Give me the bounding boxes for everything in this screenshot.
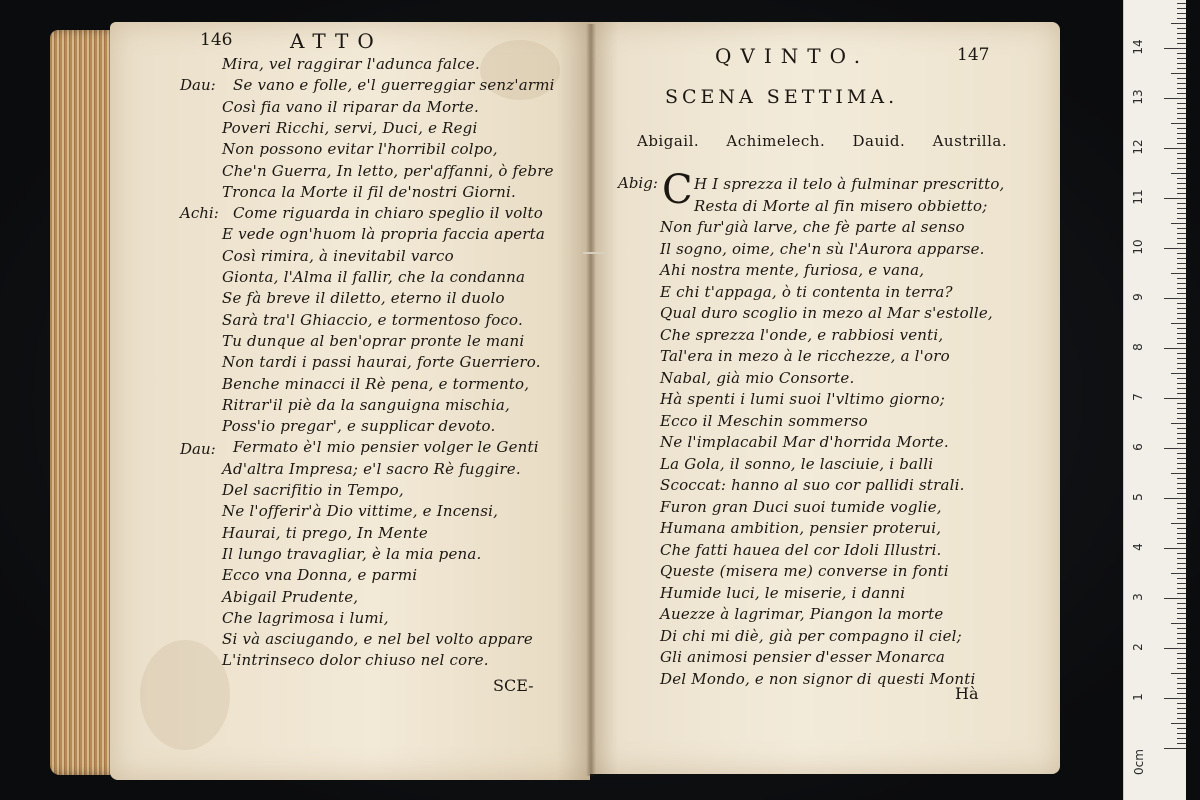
ruler-tick [1177,178,1186,179]
ruler-tick [1177,513,1186,514]
ruler-number: 12 [1131,139,1145,155]
ruler-tick [1177,188,1186,189]
ruler-tick [1177,428,1186,429]
character-list [637,132,1029,150]
ruler-tick [1177,108,1186,109]
ruler-tick [1177,733,1186,734]
verse-line: Haurai, ti prego, In Mente [222,523,428,542]
verse-line: Scoccat: hanno al suo cor pallidi strali. [660,476,965,494]
ruler-tick [1177,658,1186,659]
ruler-tick [1177,13,1186,14]
verse-line: Sarà tra'l Ghiaccio, e tormentoso foco. [222,310,523,329]
ruler-tick [1164,448,1186,449]
ruler-tick [1177,278,1186,279]
ruler-tick [1171,173,1186,174]
ruler-tick [1171,723,1186,724]
verse-line: Che lagrimosa i lumi, [222,608,389,627]
ruler-number: 8 [1131,343,1145,351]
ruler-tick [1164,548,1186,549]
ruler-tick [1177,343,1186,344]
ruler-tick [1177,693,1186,694]
ruler-tick [1177,208,1186,209]
ruler-tick [1177,383,1186,384]
verse-line: Furon gran Duci suoi tumide voglie, [660,497,942,516]
verse-line: Queste (misera me) converse in fonti [660,562,949,580]
ruler-tick [1171,673,1186,674]
verse-line: Qual duro scoglio in mezo al Mar s'estolle, [660,304,993,322]
ruler-tick [1177,293,1186,294]
verse-line: Il lungo travagliar, è la mia pena. [222,544,482,563]
ruler-tick [1177,443,1186,444]
right-catchword: Hà [955,684,979,703]
ruler-tick [1177,338,1186,339]
ruler-tick [1177,393,1186,394]
ruler-tick [1177,228,1186,229]
ruler-tick [1177,578,1186,579]
book-gutter [586,24,596,776]
verse-line: Così fia vano il riparar da Morte. [222,97,479,116]
ruler-tick [1177,88,1186,89]
verse-line: Auezze à lagrimar, Piangon la morte [660,605,944,623]
ruler-number: 10 [1131,239,1145,255]
ruler-tick [1177,33,1186,34]
verse-line: Del sacrifitio in Tempo, [222,481,404,499]
drop-cap: C [662,167,693,213]
verse-line: Fermato è'l mio pensier volger le Genti [233,438,539,457]
ruler-tick [1177,143,1186,144]
ruler-tick [1177,653,1186,654]
ruler-number: 2 [1131,643,1145,651]
ruler-tick [1177,358,1186,359]
verse-line: Se fà breve il diletto, eterno il duolo [222,289,505,308]
ruler-number: 9 [1131,293,1145,301]
ruler-tick [1177,463,1186,464]
ruler-tick [1177,718,1186,719]
ruler-tick [1177,638,1186,639]
ruler-number: 3 [1131,593,1145,601]
ruler-tick [1177,668,1186,669]
ruler-tick [1177,453,1186,454]
ruler-tick [1177,728,1186,729]
ruler-tick [1177,593,1186,594]
ruler-tick [1177,268,1186,269]
ruler-tick [1177,8,1186,9]
ruler-tick [1177,168,1186,169]
ruler-tick [1177,618,1186,619]
verse-line: Abigail Prudente, [222,587,359,606]
ruler-tick [1177,363,1186,364]
left-running-head: ATTO [290,29,383,53]
character-name: Achimelech. [726,132,826,150]
ruler-tick [1171,623,1186,624]
ruler-tick [1164,298,1186,299]
ruler-tick [1177,708,1186,709]
ruler-tick [1177,158,1186,159]
ruler-tick [1177,503,1186,504]
ruler-tick [1177,213,1186,214]
ruler-tick [1177,218,1186,219]
ruler-tick [1177,713,1186,714]
ruler-tick [1177,193,1186,194]
ruler-tick [1171,423,1186,424]
ruler-tick [1177,203,1186,204]
verse-line: Non fur'già larve, che fè parte al senso [660,218,965,236]
ruler-tick [1177,318,1186,319]
ruler-tick [1164,648,1186,649]
ruler-tick [1177,303,1186,304]
ruler-tick [1177,133,1186,134]
verse-line: Il sogno, oime, che'n sù l'Aurora apparse. [660,239,985,258]
ruler-tick [1177,703,1186,704]
ruler-tick [1171,323,1186,324]
ruler-tick [1177,233,1186,234]
ruler-unit-label: 0cm [1132,749,1146,775]
character-name: Abigail. [637,132,700,150]
ruler-tick [1177,543,1186,544]
ruler-tick [1177,118,1186,119]
ruler-tick [1177,538,1186,539]
ruler-tick [1171,23,1186,24]
ruler-number: 11 [1131,189,1145,205]
ruler-tick [1177,588,1186,589]
ruler-tick [1177,313,1186,314]
ruler-tick [1177,138,1186,139]
ruler-tick [1177,738,1186,739]
ruler-tick [1177,243,1186,244]
ruler-tick [1177,43,1186,44]
ruler-tick [1164,748,1186,749]
ruler-tick [1177,628,1186,629]
ruler-tick [1177,533,1186,534]
ruler-tick [1177,418,1186,419]
ruler-tick [1177,413,1186,414]
verse-line: E chi t'appaga, ò ti contenta in terra? [660,282,953,301]
binding-thread [583,252,605,254]
ruler-tick [1177,583,1186,584]
verse-line: Poss'io pregar', e supplicar devoto. [222,417,496,436]
verse-line: Mira, vel raggirar l'adunca falce. [222,55,480,73]
ruler-tick [1164,348,1186,349]
ruler-tick [1177,253,1186,254]
ruler-tick [1177,153,1186,154]
ruler-number: 13 [1131,89,1145,105]
ruler-tick [1177,68,1186,69]
verse-line: Non possono evitar l'horribil colpo, [222,140,498,159]
ruler-tick [1177,528,1186,529]
left-catchword: SCE- [493,676,534,695]
verse-line: Benche minacci il Rè pena, e tormento, [222,374,530,393]
ruler-tick [1177,508,1186,509]
measurement-ruler [1123,0,1186,800]
verse-line: H I sprezza il telo à fulminar prescritto, [694,175,1005,193]
ruler-tick [1177,53,1186,54]
ruler-tick [1171,473,1186,474]
verse-line: L'intrinseco dolor chiuso nel core. [222,651,489,670]
scene-title: SCENA SETTIMA. [665,86,899,108]
ruler-tick [1177,258,1186,259]
ruler-tick [1164,598,1186,599]
ruler-tick [1177,488,1186,489]
ruler-tick [1164,148,1186,149]
ruler-number: 4 [1131,543,1145,551]
ruler-tick [1177,238,1186,239]
ruler-tick [1177,563,1186,564]
ruler-tick [1177,458,1186,459]
ruler-number: 5 [1131,493,1145,501]
ruler-tick [1177,353,1186,354]
ruler-tick [1177,678,1186,679]
ruler-tick [1164,698,1186,699]
ruler-tick [1177,183,1186,184]
verse-line: Non tardi i passi haurai, forte Guerriero. [222,353,541,372]
character-name: Austrilla. [932,132,1008,150]
ruler-tick [1177,438,1186,439]
ruler-tick [1164,48,1186,49]
right-page-number: 147 [957,45,990,65]
ruler-tick [1177,93,1186,94]
verse-line: La Gola, il sonno, le lasciuie, i balli [660,454,934,473]
speaker-label: Achi: [180,204,219,222]
verse-line: Hà spenti i lumi suoi l'vltimo giorno; [660,390,945,408]
ruler-tick [1171,223,1186,224]
ruler-tick [1164,498,1186,499]
verse-line: Come riguarda in chiaro speglio il volto [233,204,543,223]
ruler-tick [1177,333,1186,334]
ruler-tick [1177,128,1186,129]
verse-line: Di chi mi diè, già per compagno il ciel; [660,626,962,645]
ruler-tick [1177,103,1186,104]
verse-line: Humide luci, le miserie, i danni [660,583,906,602]
verse-line: Ecco il Meschin sommerso [660,411,868,430]
ruler-tick [1177,478,1186,479]
ruler-tick [1164,248,1186,249]
ruler-tick [1177,58,1186,59]
ruler-tick [1177,663,1186,664]
character-name: Dauid. [852,132,906,150]
ruler-tick [1177,568,1186,569]
verse-line: Resta di Morte al fin misero obbietto; [694,196,988,215]
verse-line: Del Mondo, e non signor di questi Monti [660,669,976,688]
ruler-tick [1171,373,1186,374]
ruler-tick [1171,273,1186,274]
left-page-number: 146 [200,30,233,50]
ruler-tick [1177,28,1186,29]
ruler-tick [1177,163,1186,164]
ruler-tick [1177,613,1186,614]
ruler-tick [1177,553,1186,554]
ruler-tick [1177,603,1186,604]
ruler-tick [1177,403,1186,404]
ruler-tick [1177,688,1186,689]
ruler-tick [1177,378,1186,379]
right-running-head: QVINTO. [715,44,870,68]
ruler-tick [1177,388,1186,389]
verse-line: Gli animosi pensier d'esser Monarca [660,648,946,666]
ruler-tick [1171,573,1186,574]
ruler-tick [1177,288,1186,289]
ruler-tick [1177,263,1186,264]
verse-line: Così rimira, à inevitabil varco [222,246,454,265]
verse-line: Ne l'offerir'à Dio vittime, e Incensi, [222,502,499,521]
ruler-tick [1177,518,1186,519]
ruler-tick [1177,558,1186,559]
ruler-tick [1171,123,1186,124]
verse-line: Tu dunque al ben'oprar pronte le mani [222,331,525,350]
ruler-tick [1177,38,1186,39]
ruler-tick [1177,608,1186,609]
ruler-tick [1171,73,1186,74]
ruler-tick [1164,398,1186,399]
verse-line: Gionta, l'Alma il fallir, che la condanna [222,268,526,286]
ruler-tick [1177,368,1186,369]
page-stain [140,640,230,750]
ruler-tick [1177,283,1186,284]
ruler-tick [1177,18,1186,19]
ruler-tick [1177,643,1186,644]
ruler-tick [1177,83,1186,84]
verse-line: Poveri Ricchi, servi, Duci, e Regi [222,118,478,137]
ruler-tick [1177,78,1186,79]
ruler-number: 1 [1131,693,1145,701]
ruler-tick [1171,523,1186,524]
ruler-tick [1177,63,1186,64]
ruler-tick [1177,483,1186,484]
ruler-tick [1164,98,1186,99]
verse-line: Se vano e folle, e'l guerreggiar senz'armi [233,76,555,95]
ruler-tick [1177,308,1186,309]
ruler-tick [1164,198,1186,199]
ruler-tick [1177,683,1186,684]
ruler-tick [1177,328,1186,329]
verse-line: Ne l'implacabil Mar d'horrida Morte. [660,433,949,451]
ruler-tick [1177,3,1186,4]
ruler-tick [1177,408,1186,409]
verse-line: Nabal, già mio Consorte. [660,368,855,387]
verse-line: Che sprezza l'onde, e rabbiosi venti, [660,325,944,344]
verse-line: Che'n Guerra, In letto, per'affanni, ò febre [222,161,554,180]
verse-line: Ritrar'il piè da la sanguigna mischia, [222,395,510,414]
verse-line: Humana ambition, pensier proterui, [660,519,942,537]
ruler-tick [1177,633,1186,634]
ruler-number: 7 [1131,393,1145,401]
verse-line: Che fatti hauea del cor Idoli Illustri. [660,540,942,559]
ruler-tick [1177,113,1186,114]
verse-line: E vede ogn'huom là propria faccia aperta [222,225,546,244]
ruler-tick [1177,493,1186,494]
ruler-number: 14 [1131,39,1145,55]
verse-line: Si và asciugando, e nel bel volto appare [222,630,533,649]
speaker-label: Abig: [618,174,658,192]
ruler-tick [1177,433,1186,434]
verse-line: Tronca la Morte il fil de'nostri Giorni. [222,182,516,201]
verse-line: Tal'era in mezo à le ricchezze, a l'oro [660,347,950,365]
speaker-label: Dau: [180,76,216,94]
verse-line: Ecco vna Donna, e parmi [222,566,418,585]
verse-line: Ad'altra Impresa; e'l sacro Rè fuggire. [222,459,521,478]
ruler-tick [1177,743,1186,744]
ruler-tick [1177,468,1186,469]
ruler-number: 6 [1131,443,1145,451]
verse-line: Ahi nostra mente, furiosa, e vana, [660,261,925,279]
speaker-label: Dau: [180,440,216,458]
